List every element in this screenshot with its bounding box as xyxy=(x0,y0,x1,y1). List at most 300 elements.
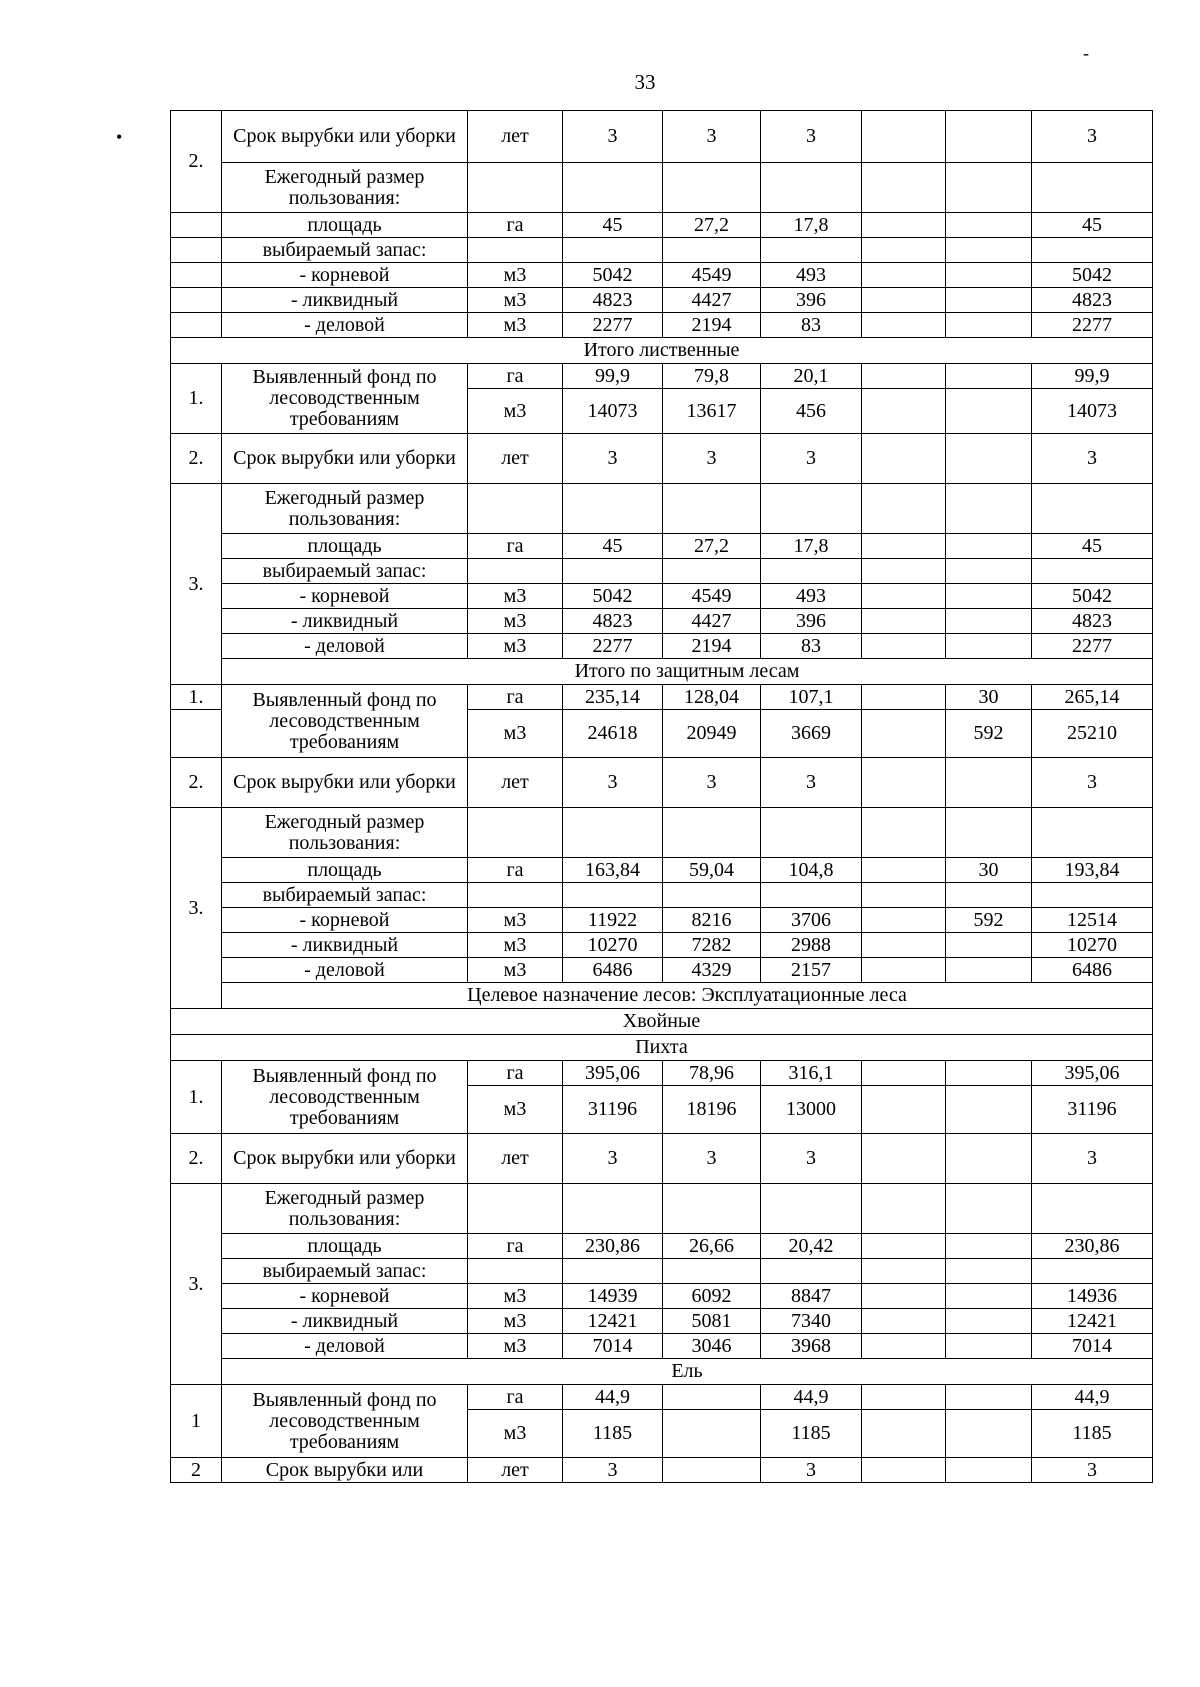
value-cell: 3 xyxy=(1032,1134,1153,1184)
value-cell xyxy=(1032,559,1153,584)
value-cell xyxy=(663,1458,761,1483)
indicator-name: Выявленный фонд по лесоводственным требованиям xyxy=(222,1061,468,1134)
value-cell: 3 xyxy=(663,111,761,163)
value-cell xyxy=(946,389,1032,434)
value-cell: 30 xyxy=(946,858,1032,883)
unit-cell xyxy=(468,238,563,263)
value-cell: 104,8 xyxy=(761,858,862,883)
value-cell: 83 xyxy=(761,634,862,659)
value-cell xyxy=(946,758,1032,808)
value-cell xyxy=(761,484,862,534)
value-cell xyxy=(946,559,1032,584)
indicator-name: - деловой xyxy=(222,634,468,659)
value-cell xyxy=(862,1309,946,1334)
value-cell: 3 xyxy=(563,111,663,163)
table-row xyxy=(171,1385,1153,1410)
value-cell: 14936 xyxy=(1032,1284,1153,1309)
value-cell xyxy=(862,163,946,213)
unit-cell: га xyxy=(468,364,563,389)
value-cell: 493 xyxy=(761,263,862,288)
row-number: 3. xyxy=(171,1184,222,1385)
table-row xyxy=(171,758,1153,808)
value-cell xyxy=(946,1134,1032,1184)
table-row xyxy=(171,584,1153,609)
unit-cell: лет xyxy=(468,1134,563,1184)
table-row xyxy=(171,213,1153,238)
value-cell xyxy=(862,1184,946,1234)
value-cell: 4549 xyxy=(663,584,761,609)
value-cell xyxy=(862,609,946,634)
indicator-name: - корневой xyxy=(222,908,468,933)
unit-cell: м3 xyxy=(468,288,563,313)
value-cell xyxy=(862,1086,946,1134)
indicator-name: выбираемый запас: xyxy=(222,238,468,263)
value-cell xyxy=(862,1385,946,1410)
value-cell: 4823 xyxy=(1032,609,1153,634)
value-cell xyxy=(862,1234,946,1259)
value-cell: 45 xyxy=(1032,213,1153,238)
unit-cell: га xyxy=(468,685,563,710)
value-cell: 25210 xyxy=(1032,710,1153,758)
value-cell: 3 xyxy=(761,758,862,808)
value-cell xyxy=(862,313,946,338)
unit-cell: га xyxy=(468,1385,563,1410)
value-cell xyxy=(862,238,946,263)
value-cell xyxy=(862,584,946,609)
value-cell: 44,9 xyxy=(1032,1385,1153,1410)
indicator-name: Срок вырубки или уборки xyxy=(222,1134,468,1184)
indicator-name: - деловой xyxy=(222,1334,468,1359)
section-row xyxy=(171,1009,1153,1035)
value-cell xyxy=(862,1458,946,1483)
unit-cell: м3 xyxy=(468,389,563,434)
value-cell xyxy=(862,758,946,808)
value-cell xyxy=(946,1458,1032,1483)
value-cell: 3 xyxy=(563,1458,663,1483)
scan-mark: • xyxy=(116,127,123,147)
value-cell xyxy=(663,559,761,584)
value-cell xyxy=(862,434,946,484)
value-cell: 3 xyxy=(663,758,761,808)
scan-mark: - xyxy=(1083,43,1089,63)
value-cell xyxy=(946,213,1032,238)
indicator-name: выбираемый запас: xyxy=(222,559,468,584)
unit-cell: м3 xyxy=(468,933,563,958)
value-cell: 592 xyxy=(946,710,1032,758)
indicator-name: - ликвидный xyxy=(222,933,468,958)
value-cell: 45 xyxy=(563,213,663,238)
value-cell xyxy=(946,288,1032,313)
value-cell xyxy=(946,313,1032,338)
value-cell xyxy=(946,1284,1032,1309)
value-cell: 13617 xyxy=(663,389,761,434)
value-cell: 2277 xyxy=(1032,313,1153,338)
value-cell: 3 xyxy=(761,1134,862,1184)
unit-cell xyxy=(468,1184,563,1234)
value-cell xyxy=(862,364,946,389)
unit-cell: м3 xyxy=(468,958,563,983)
value-cell: 27,2 xyxy=(663,213,761,238)
value-cell: 44,9 xyxy=(563,1385,663,1410)
value-cell xyxy=(862,559,946,584)
section-header: Хвойные xyxy=(171,1009,1153,1035)
value-cell xyxy=(761,559,862,584)
value-cell: 230,86 xyxy=(1032,1234,1153,1259)
value-cell: 7340 xyxy=(761,1309,862,1334)
row-number xyxy=(171,213,222,238)
section-header: Целевое назначение лесов: Эксплуатационные леса xyxy=(222,983,1153,1009)
value-cell: 3 xyxy=(761,111,862,163)
indicator-name: Срок вырубки или уборки xyxy=(222,758,468,808)
value-cell: 2988 xyxy=(761,933,862,958)
value-cell xyxy=(862,1334,946,1359)
value-cell: 27,2 xyxy=(663,534,761,559)
indicator-name: Ежегодный размер пользования: xyxy=(222,808,468,858)
row-number: 3. xyxy=(171,484,222,685)
value-cell xyxy=(862,634,946,659)
value-cell: 3 xyxy=(1032,1458,1153,1483)
value-cell xyxy=(862,111,946,163)
table-row xyxy=(171,534,1153,559)
value-cell: 5042 xyxy=(1032,584,1153,609)
value-cell: 45 xyxy=(563,534,663,559)
value-cell: 8216 xyxy=(663,908,761,933)
table-row xyxy=(171,163,1153,213)
value-cell xyxy=(946,1259,1032,1284)
value-cell: 13000 xyxy=(761,1086,862,1134)
table-row xyxy=(171,288,1153,313)
value-cell xyxy=(663,808,761,858)
value-cell xyxy=(1032,1259,1153,1284)
value-cell: 4823 xyxy=(563,609,663,634)
value-cell xyxy=(563,808,663,858)
value-cell: 4823 xyxy=(563,288,663,313)
table-row xyxy=(171,1334,1153,1359)
value-cell: 7282 xyxy=(663,933,761,958)
value-cell xyxy=(563,484,663,534)
table-row xyxy=(171,933,1153,958)
table-row xyxy=(171,883,1153,908)
unit-cell: м3 xyxy=(468,634,563,659)
unit-cell: га xyxy=(468,1061,563,1086)
value-cell: 17,8 xyxy=(761,213,862,238)
indicator-name: Ежегодный размер пользования: xyxy=(222,484,468,534)
indicator-name: выбираемый запас: xyxy=(222,1259,468,1284)
value-cell: 456 xyxy=(761,389,862,434)
value-cell xyxy=(946,933,1032,958)
table-row xyxy=(171,1061,1153,1086)
value-cell: 8847 xyxy=(761,1284,862,1309)
value-cell: 24618 xyxy=(563,710,663,758)
value-cell xyxy=(862,534,946,559)
value-cell: 1185 xyxy=(1032,1410,1153,1458)
unit-cell: га xyxy=(468,1234,563,1259)
value-cell xyxy=(663,1385,761,1410)
unit-cell: м3 xyxy=(468,313,563,338)
value-cell: 3 xyxy=(1032,758,1153,808)
value-cell: 7014 xyxy=(1032,1334,1153,1359)
unit-cell xyxy=(468,559,563,584)
value-cell: 44,9 xyxy=(761,1385,862,1410)
table-row xyxy=(171,634,1153,659)
value-cell xyxy=(761,163,862,213)
table-row xyxy=(171,364,1153,389)
unit-cell: м3 xyxy=(468,584,563,609)
value-cell xyxy=(946,534,1032,559)
value-cell xyxy=(946,484,1032,534)
value-cell: 230,86 xyxy=(563,1234,663,1259)
value-cell: 10270 xyxy=(1032,933,1153,958)
value-cell xyxy=(946,958,1032,983)
value-cell: 395,06 xyxy=(1032,1061,1153,1086)
indicator-name: Срок вырубки или уборки xyxy=(222,111,468,163)
unit-cell xyxy=(468,883,563,908)
indicator-name: Срок вырубки или xyxy=(222,1458,468,1483)
value-cell xyxy=(946,1061,1032,1086)
value-cell: 3 xyxy=(761,434,862,484)
value-cell: 193,84 xyxy=(1032,858,1153,883)
table-row xyxy=(171,1458,1153,1483)
value-cell: 26,66 xyxy=(663,1234,761,1259)
value-cell: 59,04 xyxy=(663,858,761,883)
value-cell: 396 xyxy=(761,288,862,313)
value-cell: 12514 xyxy=(1032,908,1153,933)
value-cell xyxy=(862,1061,946,1086)
value-cell xyxy=(946,163,1032,213)
value-cell: 20949 xyxy=(663,710,761,758)
row-number xyxy=(171,238,222,263)
value-cell: 5042 xyxy=(563,263,663,288)
value-cell xyxy=(946,584,1032,609)
unit-cell: м3 xyxy=(468,908,563,933)
value-cell xyxy=(663,1259,761,1284)
table-row xyxy=(171,1284,1153,1309)
unit-cell xyxy=(468,484,563,534)
unit-cell: м3 xyxy=(468,1309,563,1334)
section-row xyxy=(171,338,1153,364)
table-row xyxy=(171,1134,1153,1184)
table-row xyxy=(171,263,1153,288)
value-cell xyxy=(761,1184,862,1234)
indicator-name: Выявленный фонд по лесоводственным требованиям xyxy=(222,685,468,758)
value-cell xyxy=(1032,808,1153,858)
value-cell xyxy=(946,1086,1032,1134)
value-cell: 316,1 xyxy=(761,1061,862,1086)
row-number: 1. xyxy=(171,1061,222,1134)
row-number: 2. xyxy=(171,1134,222,1184)
indicator-name: - деловой xyxy=(222,313,468,338)
value-cell xyxy=(663,883,761,908)
indicator-name: Срок вырубки или уборки xyxy=(222,434,468,484)
table-row xyxy=(171,1184,1153,1234)
value-cell: 17,8 xyxy=(761,534,862,559)
section-header: Ель xyxy=(222,1359,1153,1385)
unit-cell xyxy=(468,1259,563,1284)
value-cell xyxy=(862,1259,946,1284)
indicator-name: Выявленный фонд по лесоводственным требованиям xyxy=(222,364,468,434)
table-row xyxy=(171,958,1153,983)
value-cell xyxy=(1032,238,1153,263)
indicator-name: площадь xyxy=(222,1234,468,1259)
value-cell: 4329 xyxy=(663,958,761,983)
value-cell: 3 xyxy=(663,434,761,484)
value-cell: 2277 xyxy=(563,634,663,659)
value-cell xyxy=(946,434,1032,484)
value-cell xyxy=(761,1259,862,1284)
section-row xyxy=(171,1359,1153,1385)
table-row xyxy=(171,111,1153,163)
table-row xyxy=(171,808,1153,858)
unit-cell: м3 xyxy=(468,1086,563,1134)
value-cell xyxy=(563,163,663,213)
value-cell xyxy=(862,389,946,434)
value-cell xyxy=(563,238,663,263)
value-cell: 2157 xyxy=(761,958,862,983)
table-row xyxy=(171,484,1153,534)
indicator-name: площадь xyxy=(222,858,468,883)
value-cell xyxy=(862,1410,946,1458)
row-number: 2. xyxy=(171,434,222,484)
value-cell xyxy=(862,484,946,534)
section-header: Пихта xyxy=(171,1035,1153,1061)
value-cell: 20,42 xyxy=(761,1234,862,1259)
value-cell: 4427 xyxy=(663,609,761,634)
value-cell xyxy=(946,634,1032,659)
unit-cell: га xyxy=(468,213,563,238)
value-cell: 3 xyxy=(563,1134,663,1184)
value-cell: 493 xyxy=(761,584,862,609)
value-cell: 3669 xyxy=(761,710,862,758)
value-cell xyxy=(663,163,761,213)
value-cell xyxy=(862,908,946,933)
value-cell xyxy=(862,808,946,858)
value-cell: 6486 xyxy=(1032,958,1153,983)
value-cell xyxy=(946,111,1032,163)
value-cell: 79,8 xyxy=(663,364,761,389)
page-number: 33 xyxy=(634,70,656,94)
unit-cell: м3 xyxy=(468,609,563,634)
indicator-name: площадь xyxy=(222,534,468,559)
value-cell: 5042 xyxy=(1032,263,1153,288)
value-cell: 128,04 xyxy=(663,685,761,710)
value-cell: 2194 xyxy=(663,634,761,659)
unit-cell: м3 xyxy=(468,1284,563,1309)
value-cell xyxy=(862,685,946,710)
value-cell xyxy=(946,1385,1032,1410)
value-cell xyxy=(946,1309,1032,1334)
table-row xyxy=(171,238,1153,263)
value-cell xyxy=(563,1184,663,1234)
value-cell: 10270 xyxy=(563,933,663,958)
row-number: 2. xyxy=(171,111,222,213)
table-row xyxy=(171,1309,1153,1334)
unit-cell: га xyxy=(468,858,563,883)
row-number: 1. xyxy=(171,364,222,434)
indicator-name: Ежегодный размер пользования: xyxy=(222,163,468,213)
value-cell: 3 xyxy=(563,434,663,484)
value-cell: 4823 xyxy=(1032,288,1153,313)
unit-cell: га xyxy=(468,534,563,559)
value-cell: 395,06 xyxy=(563,1061,663,1086)
row-number xyxy=(171,313,222,338)
row-number xyxy=(171,288,222,313)
indicator-name: Ежегодный размер пользования: xyxy=(222,1184,468,1234)
value-cell xyxy=(862,858,946,883)
value-cell xyxy=(862,958,946,983)
row-number: 1 xyxy=(171,1385,222,1458)
value-cell xyxy=(1032,484,1153,534)
table-row xyxy=(171,908,1153,933)
value-cell xyxy=(761,238,862,263)
value-cell: 11922 xyxy=(563,908,663,933)
value-cell xyxy=(946,1234,1032,1259)
value-cell xyxy=(862,710,946,758)
value-cell xyxy=(946,1334,1032,1359)
value-cell: 6486 xyxy=(563,958,663,983)
indicator-name: площадь xyxy=(222,213,468,238)
value-cell: 5042 xyxy=(563,584,663,609)
value-cell xyxy=(761,808,862,858)
value-cell: 31196 xyxy=(1032,1086,1153,1134)
section-header: Итого лиственные xyxy=(171,338,1153,364)
unit-cell: лет xyxy=(468,434,563,484)
forest-use-table xyxy=(170,110,1153,1483)
unit-cell: м3 xyxy=(468,263,563,288)
value-cell: 3 xyxy=(663,1134,761,1184)
indicator-name: - корневой xyxy=(222,1284,468,1309)
section-row xyxy=(171,659,1153,685)
value-cell: 3046 xyxy=(663,1334,761,1359)
value-cell: 5081 xyxy=(663,1309,761,1334)
unit-cell: лет xyxy=(468,1458,563,1483)
table-row xyxy=(171,858,1153,883)
unit-cell xyxy=(468,163,563,213)
value-cell: 3 xyxy=(1032,111,1153,163)
section-header: Итого по защитным лесам xyxy=(222,659,1153,685)
value-cell xyxy=(563,883,663,908)
table-row xyxy=(171,1259,1153,1284)
table-row xyxy=(171,559,1153,584)
value-cell: 18196 xyxy=(663,1086,761,1134)
value-cell: 235,14 xyxy=(563,685,663,710)
value-cell xyxy=(946,263,1032,288)
indicator-name: - корневой xyxy=(222,584,468,609)
value-cell: 3 xyxy=(1032,434,1153,484)
value-cell xyxy=(862,933,946,958)
value-cell: 265,14 xyxy=(1032,685,1153,710)
value-cell: 1185 xyxy=(761,1410,862,1458)
value-cell: 2277 xyxy=(563,313,663,338)
value-cell xyxy=(761,883,862,908)
unit-cell xyxy=(468,808,563,858)
value-cell: 3 xyxy=(563,758,663,808)
row-number: 3. xyxy=(171,808,222,1009)
value-cell: 78,96 xyxy=(663,1061,761,1086)
table-row xyxy=(171,685,1153,710)
value-cell: 14073 xyxy=(1032,389,1153,434)
value-cell xyxy=(862,288,946,313)
value-cell: 3968 xyxy=(761,1334,862,1359)
unit-cell: м3 xyxy=(468,1334,563,1359)
value-cell: 6092 xyxy=(663,1284,761,1309)
table-row xyxy=(171,1234,1153,1259)
row-number xyxy=(171,263,222,288)
value-cell xyxy=(946,609,1032,634)
value-cell: 31196 xyxy=(563,1086,663,1134)
value-cell xyxy=(946,1184,1032,1234)
value-cell: 83 xyxy=(761,313,862,338)
indicator-name: - корневой xyxy=(222,263,468,288)
